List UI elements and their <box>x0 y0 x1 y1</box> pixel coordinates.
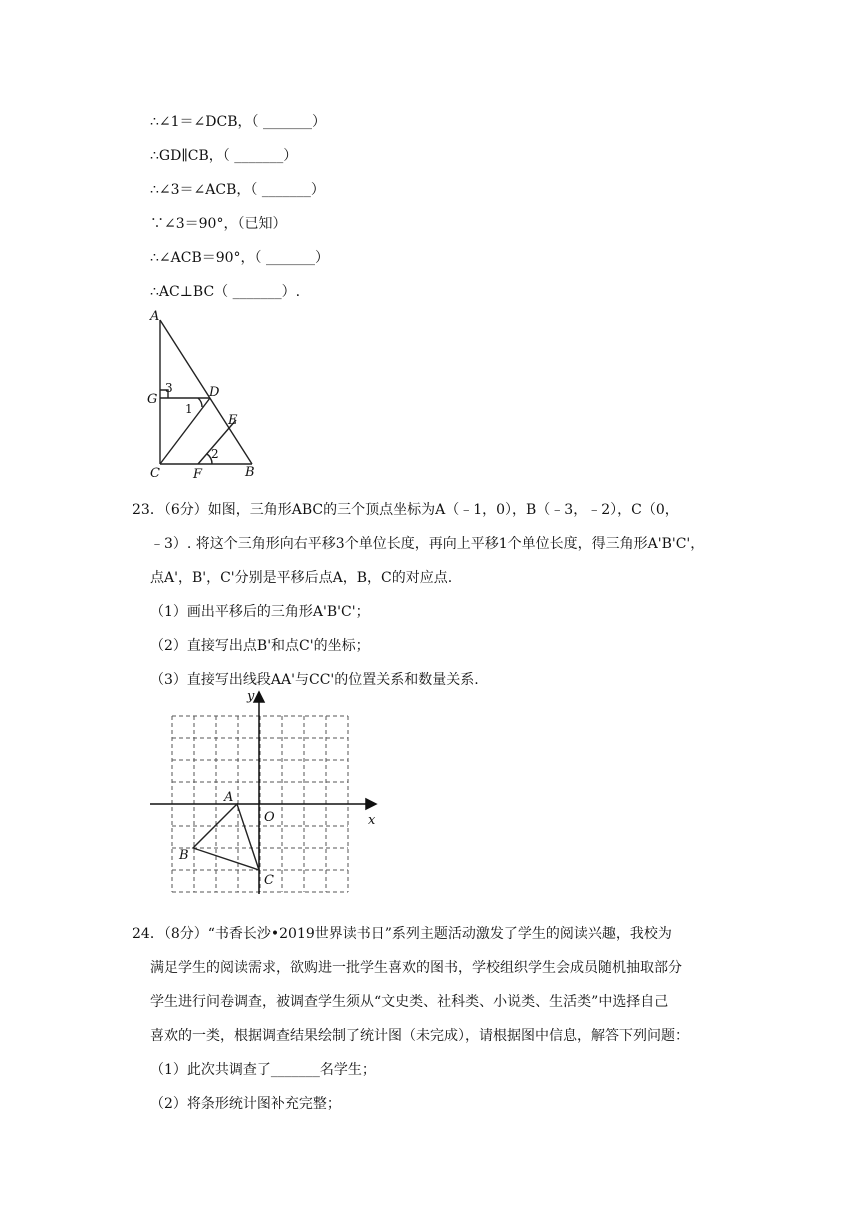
q23-sub-3: （3）直接写出线段AA'与CC'的位置关系和数量关系. <box>150 672 479 688</box>
label-d: D <box>209 385 220 400</box>
label-angle-2: 2 <box>211 447 219 461</box>
q23-sub-1: （1）画出平移后的三角形A'B'C'； <box>150 604 370 620</box>
y-axis-arrow <box>254 692 264 702</box>
proof-line-2: ∴GD∥CB，（ _______） <box>150 148 298 164</box>
label-point-c: C <box>264 873 274 888</box>
label-angle-3: 3 <box>165 381 173 395</box>
segment-ab <box>160 320 252 464</box>
proof-line-1: ∴∠1＝∠DCB，（ _______） <box>150 114 326 130</box>
geometry-figure-triangle <box>140 306 270 482</box>
proof-line-6: ∴AC⊥BC（ _______）. <box>150 284 301 300</box>
q24-line-2: 满足学生的阅读需求，欲购进一批学生喜欢的图书，学校组织学生会成员随机抽取部分 <box>150 960 682 976</box>
angle-1-arc <box>198 398 202 407</box>
label-origin-o: O <box>264 810 275 825</box>
q23-sub-2: （2）直接写出点B'和点C'的坐标； <box>150 638 370 654</box>
q23-line-2: ﹣3）. 将这个三角形向右平移3个单位长度，再向上平移1个单位长度，得三角形A'B'C'， <box>150 536 705 552</box>
label-point-a: A <box>224 790 234 805</box>
coordinate-grid-figure <box>146 688 386 904</box>
proof-line-4: ∵∠3＝90°，（已知） <box>150 216 287 232</box>
q24-line-3: 学生进行问卷调查，被调查学生须从“文史类、社科类、小说类、生活类”中选择自己 <box>150 994 669 1010</box>
label-angle-1: 1 <box>185 402 193 416</box>
triangle-abc <box>193 804 259 870</box>
label-e: E <box>228 413 238 428</box>
proof-line-3: ∴∠3＝∠ACB，（ _______） <box>150 182 325 198</box>
q24-line-4: 喜欢的一类，根据调查结果绘制了统计图（未完成），请根据图中信息，解答下列问题： <box>150 1028 689 1044</box>
q23-line-1: 23．（6分）如图，三角形ABC的三个顶点坐标为A（﹣1，0），B（﹣3，﹣2），C（0， <box>132 502 679 518</box>
label-point-b: B <box>179 848 189 863</box>
q24-sub-2: （2）将条形统计图补充完整； <box>150 1096 341 1112</box>
label-y-axis: y <box>247 689 255 704</box>
label-g: G <box>147 392 158 407</box>
q24-sub-1: （1）此次共调查了_______名学生； <box>150 1062 376 1078</box>
label-f: F <box>193 467 203 482</box>
q24-line-1: 24．（8分）“书香长沙•2019世界读书日”系列主题活动激发了学生的阅读兴趣，我校为 <box>132 926 672 942</box>
label-b: B <box>245 465 255 480</box>
label-a: A <box>150 309 160 324</box>
label-x-axis: x <box>368 813 376 828</box>
x-axis-arrow <box>366 799 376 809</box>
q23-line-3: 点A'，B'，C'分别是平移后点A，B，C的对应点. <box>150 570 453 586</box>
proof-line-5: ∴∠ACB＝90°，（ _______） <box>150 250 330 266</box>
label-c: C <box>150 466 160 481</box>
